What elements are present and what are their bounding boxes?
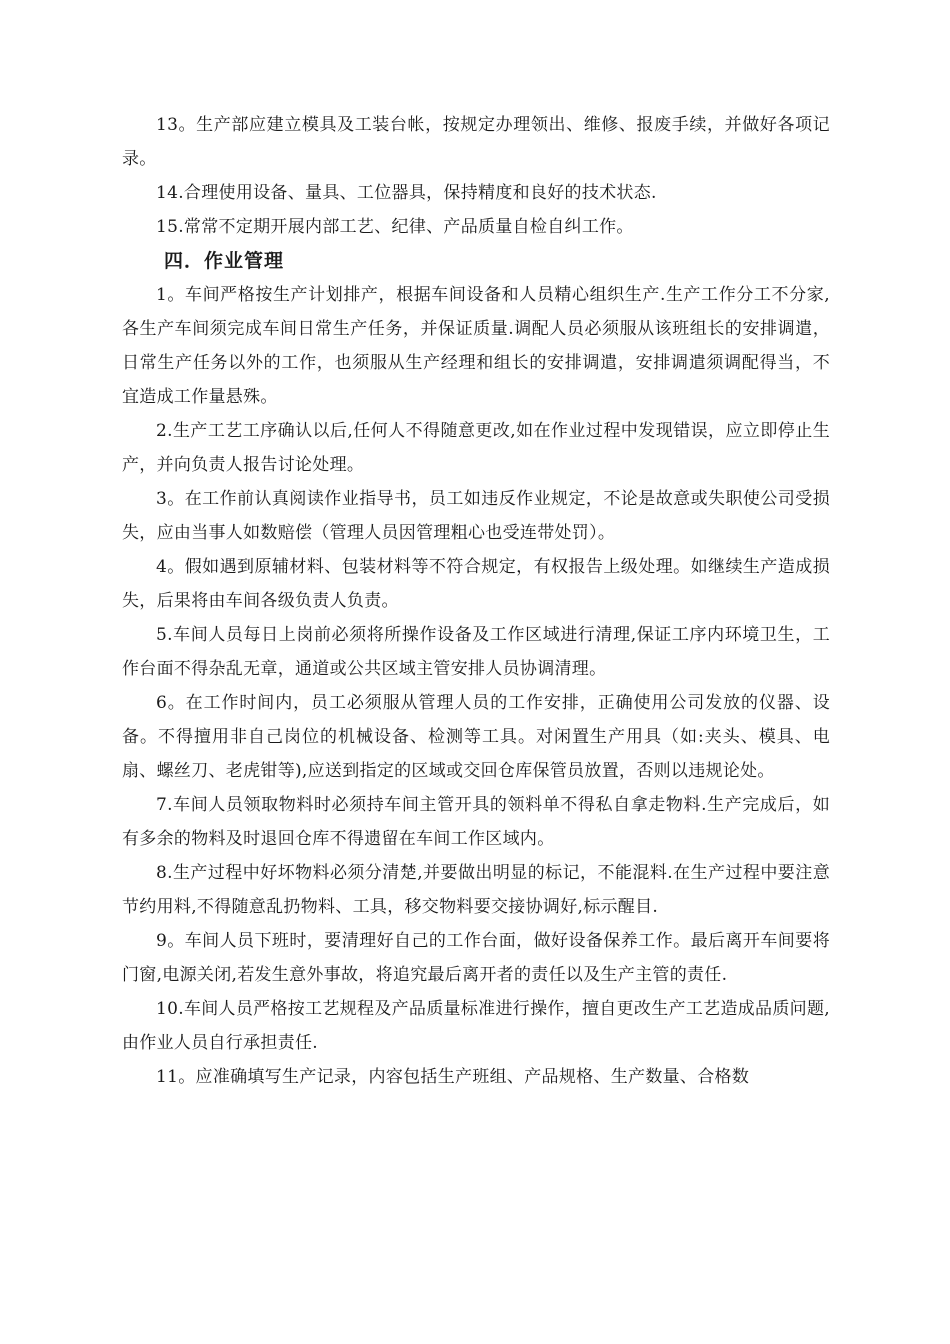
paragraph-item-2: 2.生产工艺工序确认以后,任何人不得随意更改,如在作业过程中发现错误，应立即停止生产，并向负责人报告讨论处理。 <box>122 421 830 475</box>
paragraph-item-8: 8.生产过程中好坏物料必须分清楚,并要做出明显的标记，不能混料.在生产过程中要注意节约用料,不得随意乱扔物料、工具，移交物料要交接协调好,标示醒目. <box>122 863 830 917</box>
paragraph-item-10: 10.车间人员严格按工艺规程及产品质量标准进行操作，擅自更改生产工艺造成品质问题,由作业人员自行承担责任. <box>122 999 830 1053</box>
paragraph-item-1: 1。车间严格按生产计划排产，根据车间设备和人员精心组织生产.生产工作分工不分家,各生产车间须完成车间日常生产任务，并保证质量.调配人员必须服从该班组长的安排调遣，日常生产任务以外的工作，也须服从生产经理和组长的安排调遣，安排调遣须调配得当，不宜造成工作量悬殊。 <box>122 285 830 407</box>
paragraph-item-15: 15.常常不定期开展内部工艺、纪律、产品质量自检自纠工作。 <box>156 217 634 237</box>
paragraph-item-7: 7.车间人员领取物料时必须持车间主管开具的领料单不得私自拿走物料.生产完成后，如有多余的物料及时退回仓库不得遗留在车间工作区域内。 <box>122 795 830 849</box>
paragraph-item-14: 14.合理使用设备、量具、工位器具，保持精度和良好的技术状态. <box>156 183 657 203</box>
paragraph-item-11: 11。应准确填写生产记录，内容包括生产班组、产品规格、生产数量、合格数 <box>156 1067 750 1087</box>
document-page <box>122 108 830 1094</box>
paragraph-item-6: 6。在工作时间内，员工必须服从管理人员的工作安排，正确使用公司发放的仪器、设备。不得擅用非自己岗位的机械设备、检测等工具。对闲置生产用具（如:夹头、模具、电扇、螺丝刀、老虎钳等),应送到指定的区域或交回仓库保管员放置，否则以违规论处。 <box>122 693 830 781</box>
paragraph-item-13: 13。生产部应建立模具及工装台帐，按规定办理领出、维修、报废手续，并做好各项记录。 <box>122 115 830 169</box>
paragraph-item-9: 9。车间人员下班时，要清理好自己的工作台面，做好设备保养工作。最后离开车间要将门窗,电源关闭,若发生意外事故，将追究最后离开者的责任以及生产主管的责任. <box>122 931 830 985</box>
paragraph-item-3: 3。在工作前认真阅读作业指导书，员工如违反作业规定，不论是故意或失职使公司受损失，应由当事人如数赔偿（管理人员因管理粗心也受连带处罚）。 <box>122 489 830 543</box>
section-heading: 四．作业管理 <box>164 250 285 272</box>
paragraph-item-5: 5.车间人员每日上岗前必须将所操作设备及工作区域进行清理,保证工序内环境卫生，工作台面不得杂乱无章，通道或公共区域主管安排人员协调清理。 <box>122 625 830 679</box>
paragraph-item-4: 4。假如遇到原辅材料、包装材料等不符合规定，有权报告上级处理。如继续生产造成损失，后果将由车间各级负责人负责。 <box>122 557 830 611</box>
